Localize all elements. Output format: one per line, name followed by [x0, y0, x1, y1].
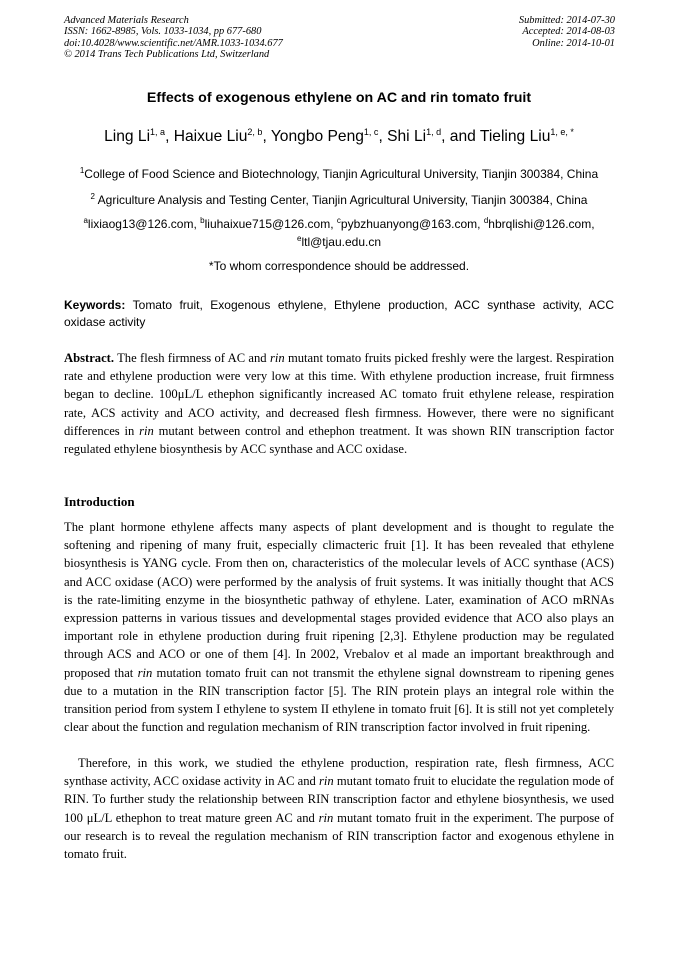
- email[interactable]: $^a$lixiaog13@126.com: [83, 216, 194, 231]
- copyright: © 2014 Trans Tech Publications Ltd, Switzerland: [64, 48, 270, 60]
- author: Ling Li$^{1, a}$: [104, 126, 166, 145]
- author: Yongbo Peng$^{1, c}$: [270, 126, 379, 145]
- online-date: Online: 2014-10-01: [532, 37, 615, 49]
- journal-header: [64, 15, 283, 60]
- email[interactable]: $^c$pybzhuanyong@163.com: [336, 216, 478, 231]
- issn: ISSN: 1662-8985, Vols. 1033-1034, pp 677-680: [64, 26, 262, 38]
- author: Haixue Liu$^{2, b}$: [173, 126, 263, 145]
- dates-header: [519, 15, 615, 49]
- submitted-date: Submitted: 2014-07-30: [518, 15, 615, 26]
- email[interactable]: $^b$liuhaixue715@126.com: [200, 216, 331, 231]
- author: Tieling Liu$^{1, e, *}$: [479, 126, 574, 145]
- keywords-text: Tomato fruit, Exogenous ethylene, Ethylene production, ACC synthase activity, ACC oxidase activity: [64, 298, 615, 329]
- keywords-label: Keywords:: [64, 298, 126, 312]
- intro-paragraph-2: Therefore, in this work, we studied the ethylene production, respiration rate, flesh firmness, ACC synthase activity, ACC oxidase activity in AC and rin mutant tomato fruit to elucidate the regulation mode of RIN. To further study the relationship between RIN transcription factor and ethylene biosynthesis, we used 100 μL/L ethephon to treat mature green AC and rin mutant tomato fruit in the experiment. The purpose of our research is to reveal the regulation mechanism of RIN transcription factor and exogenous ethylene in tomato fruit.: [64, 756, 615, 862]
- paper-title: Effects of exogenous ethylene on AC and rin tomato fruit: [146, 90, 532, 106]
- journal-name: Advanced Materials Research: [64, 15, 189, 26]
- author-list: Ling Li$^{1, a}$, Haixue Liu$^{2, b}$, Yongbo Peng$^{1, c}$, Shi Li$^{1, d}$, and Tieling Liu$^{1, e, *}$: [104, 126, 574, 145]
- author: Shi Li$^{1, d}$: [387, 126, 442, 145]
- doi: doi:10.4028/www.scientific.net/AMR.1033-1034.677: [64, 37, 283, 49]
- affiliation: $^2$ Agriculture Analysis and Testing Center, Tianjin Agricultural University, Tianjin 300384, China: [90, 192, 588, 207]
- email-list: $^a$lixiaog13@126.com, $^b$liuhaixue715@126.com, $^c$pybzhuanyong@163.com, $^d$hbrqlishi@126.com, $^e$ltl@tjau.edu.cn: [83, 216, 595, 249]
- affiliation: $^1$College of Food Science and Biotechnology, Tianjin Agricultural University, Tianjin 300384, China: [79, 166, 599, 181]
- keywords: [64, 297, 614, 331]
- intro-paragraph-1: The plant hormone ethylene affects many aspects of plant development and is thought to regulate the softening and ripening of many fruit, especially climacteric fruit [1]. It has been revealed that ethylene biosynthesis is YANG cycle. From then on, characteristics of the molecular levels of ACC synthase (ACS) and ACC oxidase (ACO) were performed by the analysis of fruit systems. It was initially thought that ACS is the rate-limiting enzyme in the biosynthetic pathway of ethylene. Later, examination of ACO mRNAs expression patterns in various tissues and developmental stages provided evidence that ACO also plays an important role in ethylene production during fruit ripening [2,3]. Ethylene production may be regulated through ACS and ACO or one of them [4]. In 2002, Vrebalov et al made an important breakthrough and proposed that rin mutation tomato fruit can not transmit the ethylene signal downstream to ripening genes due to a mutation in the RIN transcription factor [5]. The RIN protein plays an integral role within the transition period from system I ethylene to system II ethylene in tomato fruit [6]. It is still not yet completely clear about the function and regulation mechanism of RIN transcription factor involved in fruit ripening.: [64, 520, 615, 735]
- section-heading-introduction: Introduction: [64, 494, 135, 509]
- correspondence-note: *To whom correspondence should be addressed.: [208, 259, 470, 273]
- accepted-date: Accepted: 2014-08-03: [522, 26, 615, 38]
- email[interactable]: $^d$hbrqlishi@126.com: [483, 216, 592, 231]
- email[interactable]: $^e$ltl@tjau.edu.cn: [296, 234, 381, 249]
- abstract-label: Abstract.: [64, 351, 115, 365]
- abstract: Abstract. The flesh firmness of AC and rin mutant tomato fruits picked freshly were the largest. Respiration rate and ethylene production were very low at this time. With ethylene production increase, fruit firmness began to decline. 100μL/L ethephon significantly increased AC tomato fruit ethylene release, respiration rate, ACS activity and ACO activity, and decreased flesh firmness. However, there were no significant differences in rin mutant between control and ethephon treatment. It was shown RIN transcription factor regulated ethylene biosynthesis by ACC synthase and ACC oxidase.: [64, 351, 614, 457]
